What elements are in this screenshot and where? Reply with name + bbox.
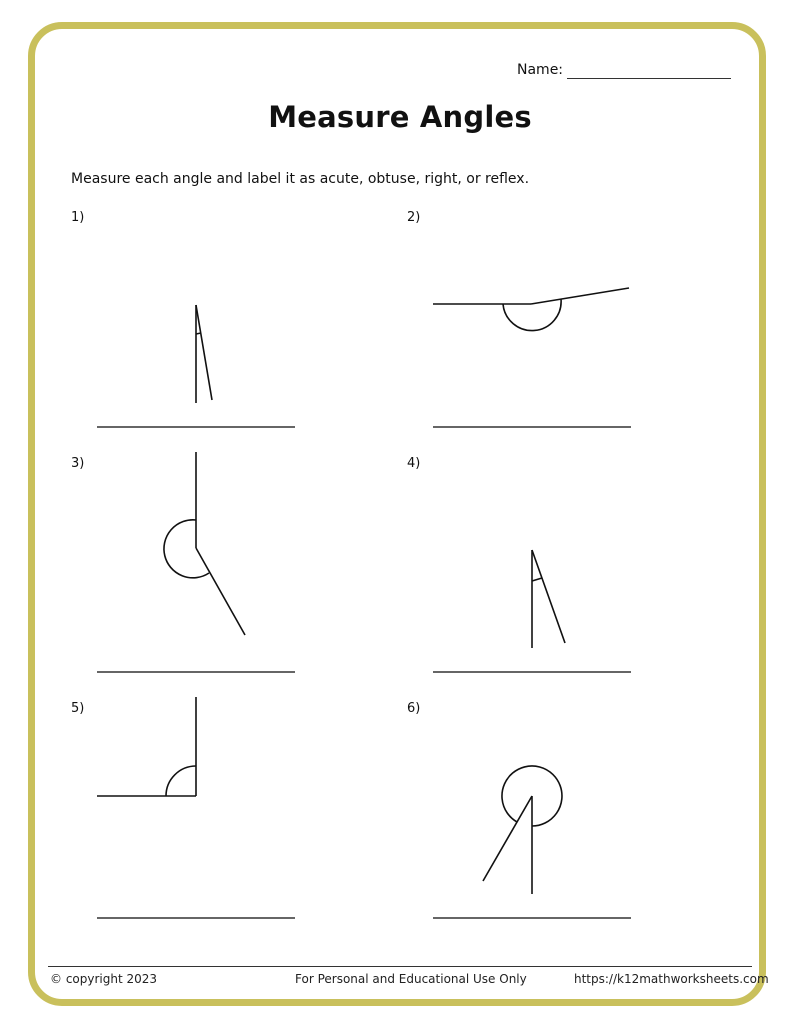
name-label: Name:: [517, 62, 564, 78]
footer-usage: For Personal and Educational Use Only: [295, 972, 527, 986]
footer-divider: [48, 966, 752, 967]
name-field-line[interactable]: [567, 78, 731, 79]
worksheet-border: [28, 22, 766, 1006]
problem-number-3: 3): [71, 456, 85, 471]
problem-number-2: 2): [407, 210, 421, 225]
instructions: Measure each angle and label it as acute, obtuse, right, or reflex.: [71, 171, 530, 187]
problem-number-6: 6): [407, 701, 421, 716]
problem-number-5: 5): [71, 701, 85, 716]
problem-number-4: 4): [407, 456, 421, 471]
footer-copyright: © copyright 2023: [50, 972, 158, 986]
problem-number-1: 1): [71, 210, 85, 225]
footer-website[interactable]: https://k12mathworksheets.com: [574, 972, 769, 986]
page-title: Measure Angles: [268, 100, 532, 134]
